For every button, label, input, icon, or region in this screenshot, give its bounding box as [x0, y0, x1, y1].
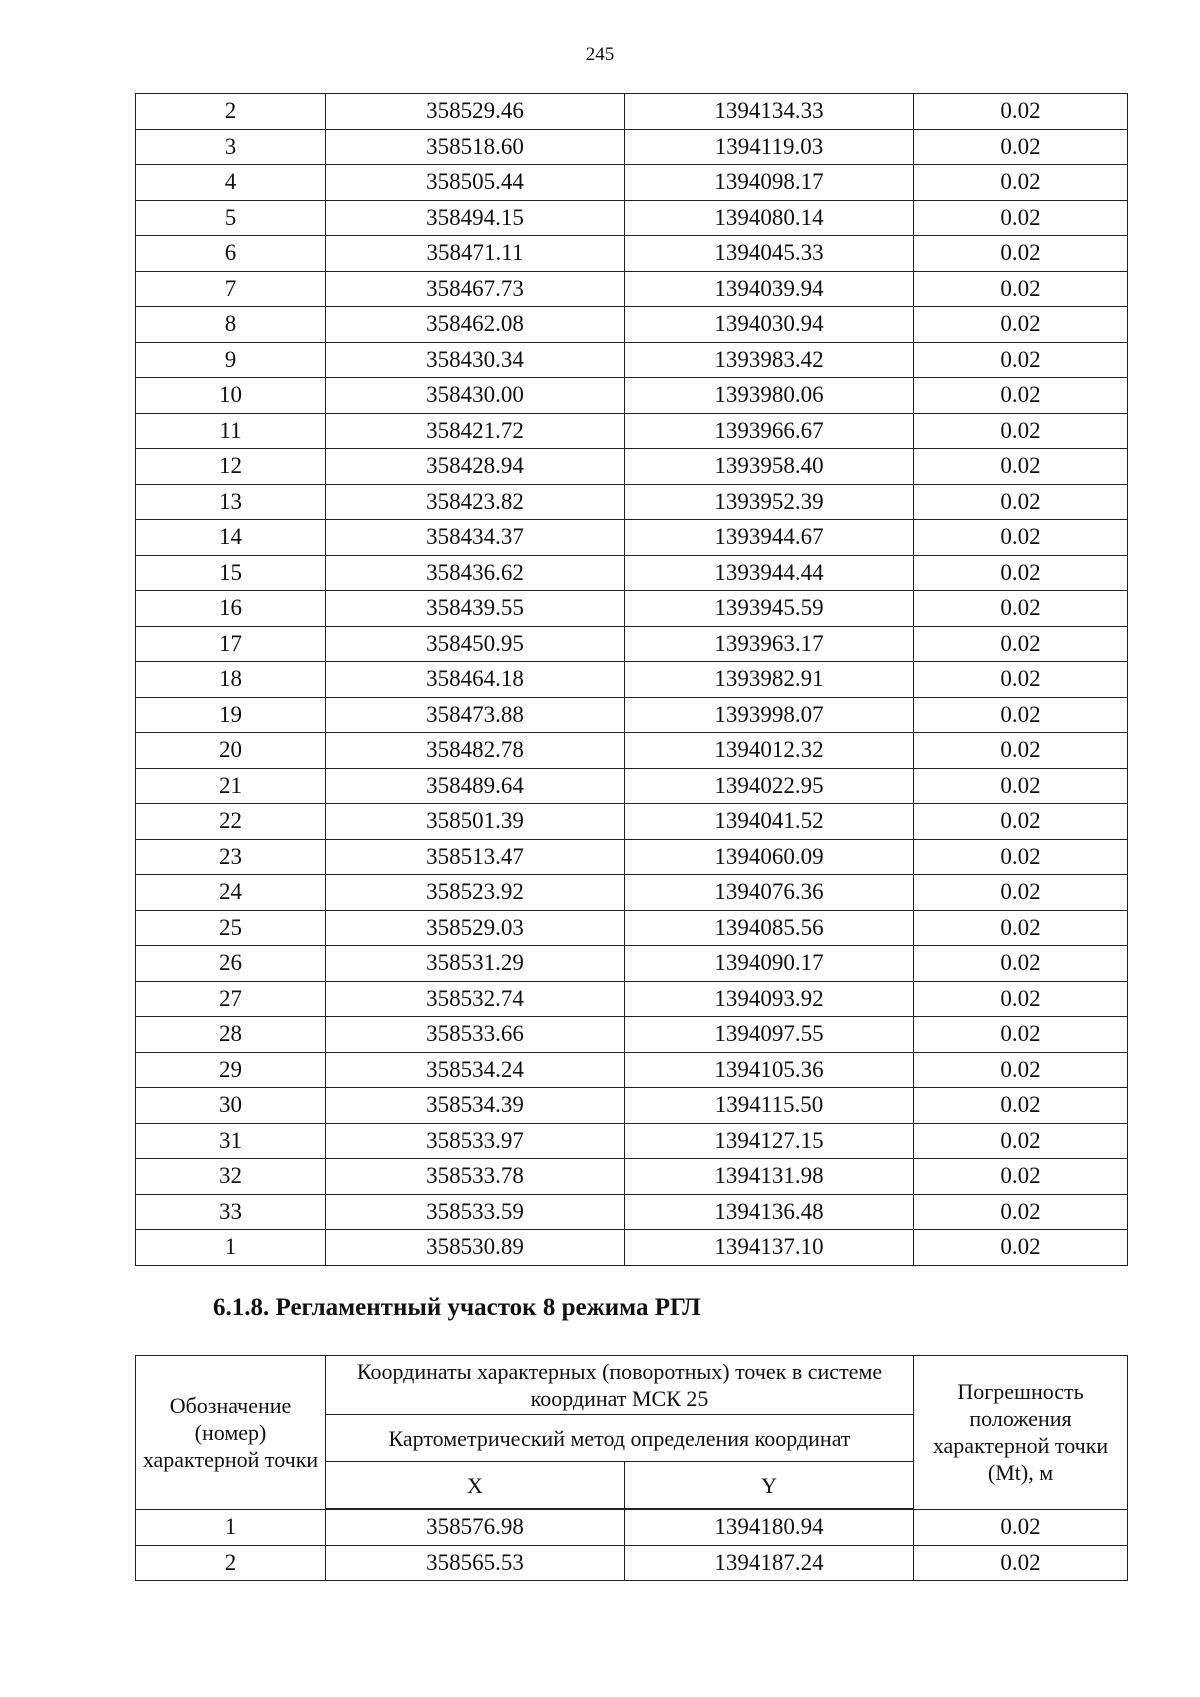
- error-cell: 0.02: [914, 129, 1128, 165]
- table-row: [136, 271, 1128, 307]
- y-coordinate-cell: 1393945.59: [625, 591, 914, 627]
- point-number-cell: 17: [136, 626, 326, 662]
- point-number-cell: 4: [136, 165, 326, 201]
- point-number-cell: 20: [136, 733, 326, 769]
- error-cell: 0.02: [914, 484, 1128, 520]
- x-coordinate-cell: 358450.95: [326, 626, 625, 662]
- y-coordinate-cell: 1394076.36: [625, 875, 914, 911]
- table-row: [136, 555, 1128, 591]
- y-coordinate-cell: 1393966.67: [625, 413, 914, 449]
- error-cell: 0.02: [914, 1159, 1128, 1195]
- error-cell: 0.02: [914, 910, 1128, 946]
- table-row: [136, 591, 1128, 627]
- point-number-cell: 33: [136, 1194, 326, 1230]
- point-number-cell: 19: [136, 697, 326, 733]
- error-cell: 0.02: [914, 1509, 1128, 1545]
- table-row: [136, 94, 1128, 130]
- point-number-cell: 3: [136, 129, 326, 165]
- y-coordinate-cell: 1394085.56: [625, 910, 914, 946]
- error-cell: 0.02: [914, 946, 1128, 982]
- point-number-cell: 16: [136, 591, 326, 627]
- y-coordinate-cell: 1394080.14: [625, 200, 914, 236]
- error-cell: 0.02: [914, 1088, 1128, 1124]
- x-coordinate-cell: 358421.72: [326, 413, 625, 449]
- x-coordinate-cell: 358513.47: [326, 839, 625, 875]
- coordinates-table-body: [136, 94, 1128, 1266]
- table-row: [136, 804, 1128, 840]
- x-coordinate-cell: 358464.18: [326, 662, 625, 698]
- method-header: Картометрический метод определения координат: [326, 1415, 914, 1462]
- y-coordinate-cell: 1393998.07: [625, 697, 914, 733]
- table-row: [136, 946, 1128, 982]
- y-coordinate-cell: 1394030.94: [625, 307, 914, 343]
- coordinates-table-section-8: [135, 1355, 1128, 1581]
- error-cell: 0.02: [914, 1230, 1128, 1266]
- table-row: [136, 733, 1128, 769]
- table-row: [136, 1509, 1128, 1545]
- error-cell: 0.02: [914, 200, 1128, 236]
- x-coordinate-cell: 358534.39: [326, 1088, 625, 1124]
- x-coordinate-cell: 358423.82: [326, 484, 625, 520]
- x-coordinate-cell: 358533.97: [326, 1123, 625, 1159]
- x-coordinate-cell: 358467.73: [326, 271, 625, 307]
- x-coordinate-cell: 358534.24: [326, 1052, 625, 1088]
- y-coordinate-cell: 1393983.42: [625, 342, 914, 378]
- table-row: [136, 307, 1128, 343]
- x-coordinate-cell: 358473.88: [326, 697, 625, 733]
- point-number-cell: 1: [136, 1230, 326, 1266]
- table-row: [136, 413, 1128, 449]
- table-row: [136, 484, 1128, 520]
- position-error-header: Погрешность положения характерной точки (Mt), м: [914, 1356, 1128, 1510]
- table-row: [136, 1230, 1128, 1266]
- y-coordinate-cell: 1394060.09: [625, 839, 914, 875]
- x-column-header: X: [326, 1462, 625, 1510]
- error-cell: 0.02: [914, 981, 1128, 1017]
- y-coordinate-cell: 1394090.17: [625, 946, 914, 982]
- page-number: 245: [585, 44, 615, 65]
- table-header: [136, 1356, 1128, 1510]
- table-row: [136, 1194, 1128, 1230]
- x-coordinate-cell: 358576.98: [326, 1509, 625, 1545]
- y-coordinate-cell: 1393944.67: [625, 520, 914, 556]
- point-number-cell: 27: [136, 981, 326, 1017]
- point-number-cell: 5: [136, 200, 326, 236]
- point-number-cell: 10: [136, 378, 326, 414]
- table-row: [136, 1088, 1128, 1124]
- error-cell: 0.02: [914, 449, 1128, 485]
- point-number-cell: 24: [136, 875, 326, 911]
- y-coordinate-cell: 1394098.17: [625, 165, 914, 201]
- table-row: [136, 1017, 1128, 1053]
- error-cell: 0.02: [914, 697, 1128, 733]
- table-row: [136, 839, 1128, 875]
- error-cell: 0.02: [914, 94, 1128, 130]
- point-number-cell: 13: [136, 484, 326, 520]
- point-number-cell: 7: [136, 271, 326, 307]
- y-column-header: Y: [625, 1462, 914, 1510]
- error-cell: 0.02: [914, 768, 1128, 804]
- x-coordinate-cell: 358439.55: [326, 591, 625, 627]
- table-row: [136, 200, 1128, 236]
- y-coordinate-cell: 1393982.91: [625, 662, 914, 698]
- error-cell: 0.02: [914, 1052, 1128, 1088]
- y-coordinate-cell: 1394180.94: [625, 1509, 914, 1545]
- y-coordinate-cell: 1394115.50: [625, 1088, 914, 1124]
- point-number-cell: 23: [136, 839, 326, 875]
- y-coordinate-cell: 1393958.40: [625, 449, 914, 485]
- table-row: [136, 520, 1128, 556]
- x-coordinate-cell: 358533.78: [326, 1159, 625, 1195]
- point-number-cell: 26: [136, 946, 326, 982]
- table-row: [136, 165, 1128, 201]
- point-number-cell: 18: [136, 662, 326, 698]
- table-row: [136, 981, 1128, 1017]
- point-number-cell: 25: [136, 910, 326, 946]
- coordinates-table-body: [136, 1509, 1128, 1581]
- x-coordinate-cell: 358462.08: [326, 307, 625, 343]
- y-coordinate-cell: 1393944.44: [625, 555, 914, 591]
- error-cell: 0.02: [914, 555, 1128, 591]
- point-number-cell: 11: [136, 413, 326, 449]
- error-cell: 0.02: [914, 342, 1128, 378]
- table-row: [136, 626, 1128, 662]
- x-coordinate-cell: 358530.89: [326, 1230, 625, 1266]
- x-coordinate-cell: 358434.37: [326, 520, 625, 556]
- table-row: [136, 662, 1128, 698]
- point-number-cell: 1: [136, 1509, 326, 1545]
- x-coordinate-cell: 358471.11: [326, 236, 625, 272]
- table-row: [136, 378, 1128, 414]
- y-coordinate-cell: 1393963.17: [625, 626, 914, 662]
- point-number-cell: 32: [136, 1159, 326, 1195]
- y-coordinate-cell: 1394039.94: [625, 271, 914, 307]
- y-coordinate-cell: 1394041.52: [625, 804, 914, 840]
- point-number-cell: 9: [136, 342, 326, 378]
- y-coordinate-cell: 1394131.98: [625, 1159, 914, 1195]
- error-cell: 0.02: [914, 662, 1128, 698]
- point-number-cell: 2: [136, 1545, 326, 1581]
- table-row: [136, 875, 1128, 911]
- x-coordinate-cell: 358482.78: [326, 733, 625, 769]
- x-coordinate-cell: 358533.59: [326, 1194, 625, 1230]
- point-number-cell: 29: [136, 1052, 326, 1088]
- table-row: [136, 449, 1128, 485]
- error-cell: 0.02: [914, 307, 1128, 343]
- x-coordinate-cell: 358494.15: [326, 200, 625, 236]
- point-number-header: Обозначение (номер) характерной точки: [136, 1356, 326, 1510]
- y-coordinate-cell: 1394136.48: [625, 1194, 914, 1230]
- x-coordinate-cell: 358533.66: [326, 1017, 625, 1053]
- table-row: [136, 236, 1128, 272]
- x-coordinate-cell: 358532.74: [326, 981, 625, 1017]
- table-row: [136, 1159, 1128, 1195]
- table-row: [136, 342, 1128, 378]
- y-coordinate-cell: 1394127.15: [625, 1123, 914, 1159]
- y-coordinate-cell: 1393952.39: [625, 484, 914, 520]
- x-coordinate-cell: 358523.92: [326, 875, 625, 911]
- error-cell: 0.02: [914, 1545, 1128, 1581]
- x-coordinate-cell: 358428.94: [326, 449, 625, 485]
- point-number-cell: 31: [136, 1123, 326, 1159]
- error-cell: 0.02: [914, 839, 1128, 875]
- error-cell: 0.02: [914, 804, 1128, 840]
- y-coordinate-cell: 1394097.55: [625, 1017, 914, 1053]
- point-number-cell: 28: [136, 1017, 326, 1053]
- x-coordinate-cell: 358531.29: [326, 946, 625, 982]
- x-coordinate-cell: 358501.39: [326, 804, 625, 840]
- point-number-cell: 21: [136, 768, 326, 804]
- x-coordinate-cell: 358529.46: [326, 94, 625, 130]
- error-cell: 0.02: [914, 271, 1128, 307]
- x-coordinate-cell: 358489.64: [326, 768, 625, 804]
- error-cell: 0.02: [914, 733, 1128, 769]
- y-coordinate-cell: 1393980.06: [625, 378, 914, 414]
- coordinate-system-header: Координаты характерных (поворотных) точек в системе координат МСК 25: [326, 1356, 914, 1415]
- point-number-cell: 30: [136, 1088, 326, 1124]
- table-row: [136, 129, 1128, 165]
- section-heading: 6.1.8. Регламентный участок 8 режима РГЛ: [213, 1294, 701, 1321]
- error-cell: 0.02: [914, 1123, 1128, 1159]
- y-coordinate-cell: 1394093.92: [625, 981, 914, 1017]
- error-cell: 0.02: [914, 1017, 1128, 1053]
- y-coordinate-cell: 1394119.03: [625, 129, 914, 165]
- y-coordinate-cell: 1394134.33: [625, 94, 914, 130]
- error-cell: 0.02: [914, 591, 1128, 627]
- x-coordinate-cell: 358565.53: [326, 1545, 625, 1581]
- point-number-cell: 14: [136, 520, 326, 556]
- table-row: [136, 910, 1128, 946]
- y-coordinate-cell: 1394137.10: [625, 1230, 914, 1266]
- point-number-cell: 8: [136, 307, 326, 343]
- error-cell: 0.02: [914, 378, 1128, 414]
- x-coordinate-cell: 358436.62: [326, 555, 625, 591]
- error-cell: 0.02: [914, 165, 1128, 201]
- point-number-cell: 6: [136, 236, 326, 272]
- error-cell: 0.02: [914, 1194, 1128, 1230]
- x-coordinate-cell: 358518.60: [326, 129, 625, 165]
- point-number-cell: 22: [136, 804, 326, 840]
- table-row: [136, 1545, 1128, 1581]
- table-row: [136, 1123, 1128, 1159]
- error-cell: 0.02: [914, 875, 1128, 911]
- x-coordinate-cell: 358430.00: [326, 378, 625, 414]
- y-coordinate-cell: 1394022.95: [625, 768, 914, 804]
- point-number-cell: 2: [136, 94, 326, 130]
- error-cell: 0.02: [914, 413, 1128, 449]
- y-coordinate-cell: 1394105.36: [625, 1052, 914, 1088]
- table-row: [136, 768, 1128, 804]
- table-row: [136, 1052, 1128, 1088]
- x-coordinate-cell: 358529.03: [326, 910, 625, 946]
- point-number-cell: 15: [136, 555, 326, 591]
- x-coordinate-cell: 358505.44: [326, 165, 625, 201]
- error-cell: 0.02: [914, 520, 1128, 556]
- error-cell: 0.02: [914, 626, 1128, 662]
- y-coordinate-cell: 1394012.32: [625, 733, 914, 769]
- y-coordinate-cell: 1394045.33: [625, 236, 914, 272]
- y-coordinate-cell: 1394187.24: [625, 1545, 914, 1581]
- coordinates-table-continued: [135, 93, 1128, 1266]
- table-row: [136, 697, 1128, 733]
- point-number-cell: 12: [136, 449, 326, 485]
- x-coordinate-cell: 358430.34: [326, 342, 625, 378]
- error-cell: 0.02: [914, 236, 1128, 272]
